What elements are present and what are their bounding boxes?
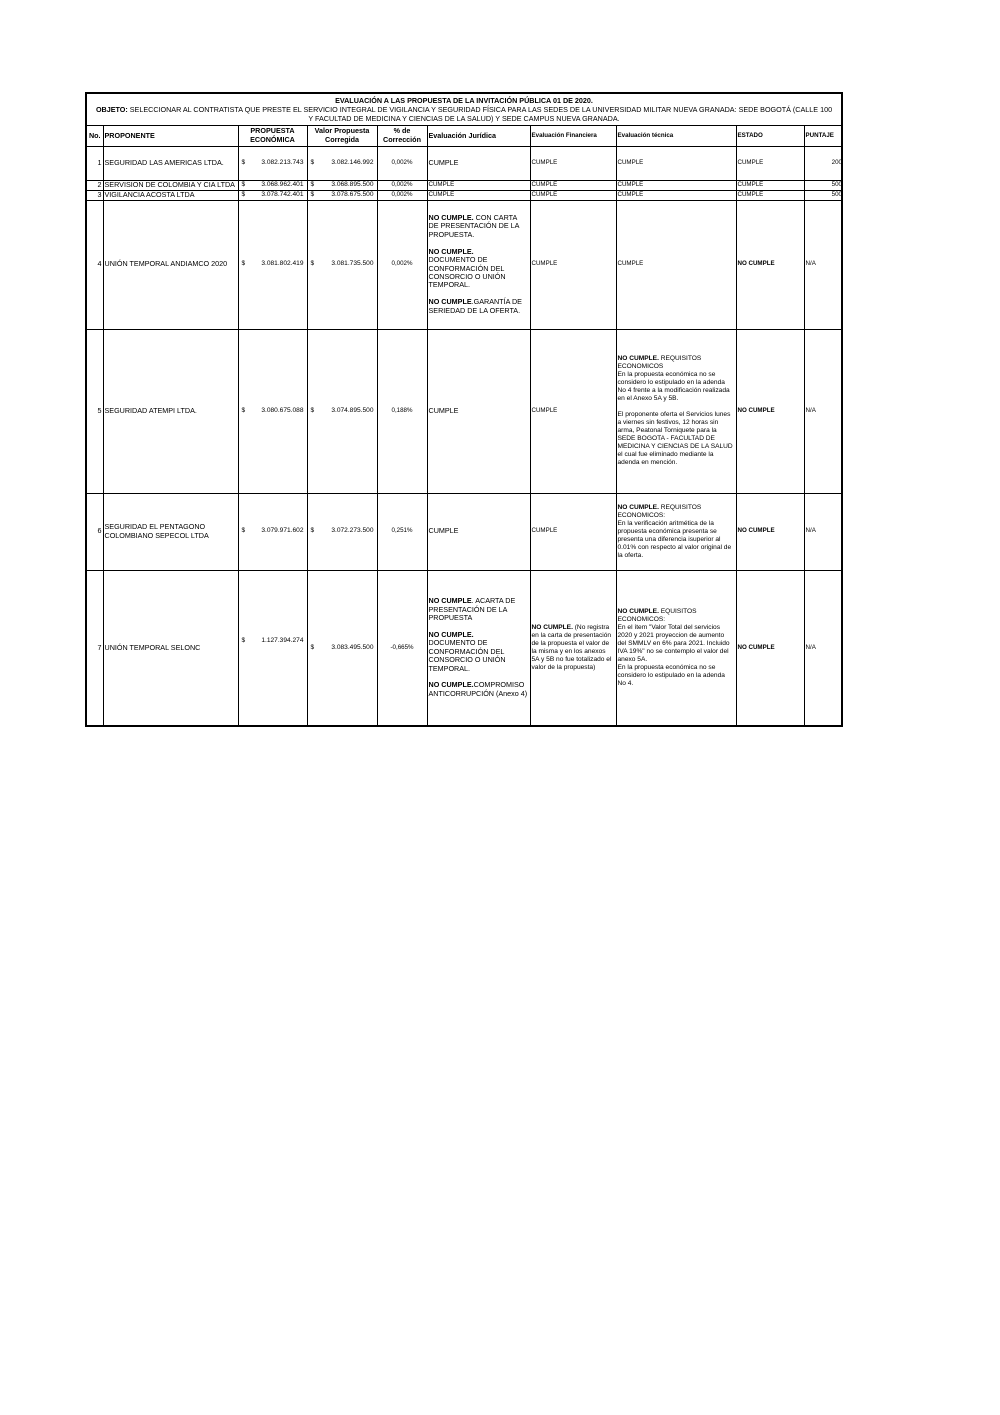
amount: 3.082.146.992 [331, 158, 374, 166]
currency-symbol: $ [241, 180, 246, 188]
money-value [240, 191, 306, 199]
cell-correccion: -0,665% [377, 570, 427, 725]
amount: 3.074.895.500 [331, 406, 374, 414]
money-value [309, 407, 376, 415]
cell-estado: CUMPLE [736, 180, 804, 190]
money-value [309, 260, 376, 268]
sheet-title: EVALUACIÓN A LAS PROPUESTA DE LA INVITACIÓN PÚBLICA 01 DE 2020. [335, 96, 593, 105]
bold-text: NO CUMPLE. [428, 680, 474, 690]
cell-juridica [427, 329, 530, 493]
cell-tecnica [616, 329, 736, 493]
cell-tecnica: CUMPLE [616, 190, 736, 200]
cell-propuesta [238, 146, 307, 180]
table-row [87, 329, 843, 493]
currency-symbol: $ [241, 527, 246, 535]
col-propuesta: PROPUESTA ECONÓMICA [238, 126, 307, 146]
text: REQUISITOS ECONOMICOS: En la verificación aritmética de la propuesta económica presenta se presenta una diferencia isuperior al 0.01% con respecto al valor original de la oferta. [617, 503, 732, 559]
money-value [240, 407, 306, 415]
amount: 3.081.802.419 [261, 260, 304, 268]
bold-text: NO CUMPLE. [428, 629, 474, 639]
currency-symbol: $ [310, 406, 315, 414]
cell-correccion: 0,002% [377, 180, 427, 190]
text: CUMPLE [428, 157, 459, 167]
cell-financiera: CUMPLE [530, 200, 616, 329]
cell-no: 3 [87, 190, 103, 200]
cell-corregida [307, 190, 377, 200]
bold-text: NO CUMPLE. [531, 623, 573, 631]
cell-no: 7 [87, 570, 103, 725]
cell-puntaje: 500 [804, 180, 843, 190]
cell-correccion: 0,002% [377, 146, 427, 180]
cell-estado: NO CUMPLE [736, 329, 804, 493]
text: EQUISITOS ECONOMICOS: En el ítem "Valor Total del servicios 2020 y 2021 proyeccion de aumento del SMMLV en 6% para 2021. Incluido IVA 19%" no se contemplo el valor del anexo 5A. En la propuesta económica no se considero lo estipulado en la adenda No 4. [617, 607, 730, 687]
cell-proponente: SEGURIDAD LAS AMERICAS LTDA. [103, 146, 238, 180]
currency-symbol: $ [310, 260, 315, 268]
text: DOCUMENTO DE CONFORMACIÓN DEL CONSORCIO O UNIÓN TEMPORAL. [428, 638, 506, 673]
bold-text: NO CUMPLE. [428, 246, 474, 256]
table-row [87, 200, 843, 329]
cell-juridica [427, 493, 530, 570]
text: (No registra en la carta de presentación de la propuesta el valor de la misma y en los anexos 5A y 5B no fue totalizado el valor de la propuesta) [531, 623, 612, 671]
col-puntaje: PUNTAJE [804, 126, 843, 146]
currency-symbol: $ [241, 406, 246, 414]
cell-correccion: 0,002% [377, 190, 427, 200]
col-corregida: Valor Propuesta Corregida [307, 126, 377, 146]
table-row [87, 146, 843, 180]
text: CUMPLE [428, 526, 459, 536]
text: DOCUMENTO DE CONFORMACIÓN DEL CONSORCIO O UNIÓN TEMPORAL. [428, 255, 506, 290]
cell-correccion: 0,188% [377, 329, 427, 493]
cell-financiera: CUMPLE [530, 180, 616, 190]
table-row [87, 493, 843, 570]
cell-juridica [427, 146, 530, 180]
currency-symbol: $ [310, 527, 315, 535]
amount: 3.078.675.500 [331, 190, 374, 198]
bold-text: NO CUMPLE. [617, 355, 659, 362]
cell-propuesta [238, 190, 307, 200]
text: CUMPLE [428, 190, 455, 198]
cell-corregida [307, 570, 377, 725]
currency-symbol: $ [310, 190, 315, 198]
cell-no: 4 [87, 200, 103, 329]
cell-puntaje: 500 [804, 190, 843, 200]
cell-financiera: CUMPLE [530, 146, 616, 180]
amount: 3.083.495.500 [331, 643, 374, 651]
money-value [240, 637, 306, 645]
cell-estado: CUMPLE [736, 146, 804, 180]
cell-no: 1 [87, 146, 103, 180]
col-correccion: % de Corrección [377, 126, 427, 146]
col-proponente: PROPONENTE [103, 126, 238, 146]
text: .GARANTÍA DE SERIEDAD DE LA OFERTA. [428, 297, 522, 315]
col-no: No. [87, 126, 103, 146]
money-value [309, 159, 376, 167]
cell-proponente: UNIÓN TEMPORAL ANDIAMCO 2020 [103, 200, 238, 329]
cell-proponente: UNIÓN TEMPORAL SELONC [103, 570, 238, 725]
text: CUMPLE [428, 180, 455, 188]
cell-estado: NO CUMPLE [736, 200, 804, 329]
cell-proponente: SERVISION DE COLOMBIA Y CIA LTDA [103, 180, 238, 190]
evaluation-sheet [85, 92, 843, 727]
cell-tecnica [616, 493, 736, 570]
amount: 3.078.742.401 [261, 190, 304, 198]
cell-puntaje: N/A [804, 200, 843, 329]
currency-symbol: $ [241, 158, 246, 166]
money-value [240, 260, 306, 268]
amount: 3.068.962.401 [261, 180, 304, 188]
amount: 3.082.213.743 [261, 158, 304, 166]
text: REQUISITOS ECONOMICOS En la propuesta económica no se considero lo estipulado en la adenda No 4 frente a la modificación realizada en el Anexo 5A y 5B. El proponente oferta el Servicios lunes a viernes sin festivos, 12 horas sin arma, Peatonal Torniquete para la SEDE BOGOTA - FACULTAD DE MEDICINA Y CIENCIAS DE LA SALUD el cual fue eliminado mediante la adenda en mención. [617, 355, 733, 466]
bold-text: NO CUMPLE. [617, 503, 659, 511]
cell-propuesta [238, 180, 307, 190]
cell-no: 6 [87, 493, 103, 570]
table-row [87, 190, 843, 200]
cell-estado: NO CUMPLE [736, 570, 804, 725]
cell-propuesta [238, 200, 307, 329]
cell-juridica [427, 200, 530, 329]
amount: 3.079.971.602 [261, 527, 304, 535]
cell-correccion: 0,251% [377, 493, 427, 570]
cell-tecnica: CUMPLE [616, 200, 736, 329]
col-tecnica: Evaluación técnica [616, 126, 736, 146]
currency-symbol: $ [241, 260, 246, 268]
cell-tecnica [616, 570, 736, 725]
objeto-label: OBJETO: [95, 105, 128, 114]
cell-propuesta [238, 570, 307, 725]
text: . ACARTA DE PRESENTACIÓN DE LA PROPUESTA [428, 596, 516, 623]
table-body [87, 146, 843, 725]
currency-symbol: $ [310, 158, 315, 166]
cell-propuesta [238, 329, 307, 493]
cell-financiera [530, 570, 616, 725]
cell-proponente: SEGURIDAD ATEMPI LTDA. [103, 329, 238, 493]
cell-puntaje: 200 [804, 146, 843, 180]
cell-puntaje: N/A [804, 329, 843, 493]
cell-proponente: VIGILANCIA ACOSTA LTDA [103, 190, 238, 200]
table-row [87, 570, 843, 725]
cell-no: 5 [87, 329, 103, 493]
cell-corregida [307, 180, 377, 190]
amount: 3.081.735.500 [331, 260, 374, 268]
cell-corregida [307, 200, 377, 329]
cell-estado: CUMPLE [736, 190, 804, 200]
col-financiera: Evaluación Financiera [530, 126, 616, 146]
text: CON CARTA DE PRESENTACIÓN DE LA PROPUESTA. [428, 213, 520, 239]
cell-juridica [427, 180, 530, 190]
cell-financiera: CUMPLE [530, 190, 616, 200]
cell-puntaje: N/A [804, 493, 843, 570]
amount: 3.072.273.500 [331, 527, 374, 535]
money-value [240, 159, 306, 167]
bold-text: NO CUMPLE. [617, 607, 659, 615]
money-value [309, 644, 376, 652]
cell-corregida [307, 493, 377, 570]
sheet-header [87, 94, 841, 126]
header-row [87, 126, 843, 146]
money-value [309, 191, 376, 199]
currency-symbol: $ [241, 190, 246, 198]
text: CUMPLE [428, 405, 459, 415]
cell-proponente: SEGURIDAD EL PENTAGONO COLOMBIANO SEPECOL LTDA [103, 493, 238, 570]
cell-financiera: CUMPLE [530, 329, 616, 493]
sheet-objeto [93, 105, 835, 123]
money-value [240, 527, 306, 535]
bold-text: NO CUMPLE [428, 297, 472, 307]
cell-tecnica: CUMPLE [616, 146, 736, 180]
cell-financiera: CUMPLE [530, 493, 616, 570]
cell-corregida [307, 146, 377, 180]
bold-text: NO CUMPLE [428, 596, 472, 606]
evaluation-table [87, 126, 843, 725]
money-value [240, 181, 306, 189]
amount: 1.127.394.274 [261, 636, 304, 644]
cell-tecnica: CUMPLE [616, 180, 736, 190]
bold-text: NO CUMPLE. [428, 213, 474, 223]
amount: 3.080.675.088 [261, 406, 304, 414]
text: COMPROMISO ANTICORRUPCIÓN (Anexo 4) [428, 680, 528, 698]
objeto-text: SELECCIONAR AL CONTRATISTA QUE PRESTE EL SERVICIO INTEGRAL DE VIGILANCIA Y SEGURIDAD FÍSICA PARA LAS SEDES DE LA UNIVERSIDAD MILITAR NUEVA GRANADA: SEDE BOGOTÁ (CALLE 100 Y FACULTAD DE MEDICINA Y CIENCIAS DE LA SALUD) Y SEDE CAMPUS NUEVA GRANADA. [127, 105, 833, 123]
amount: 3.068.895.500 [331, 180, 374, 188]
currency-symbol: $ [310, 180, 315, 188]
cell-estado: NO CUMPLE [736, 493, 804, 570]
cell-puntaje: N/A [804, 570, 843, 725]
cell-juridica [427, 190, 530, 200]
cell-propuesta [238, 493, 307, 570]
cell-juridica [427, 570, 530, 725]
col-estado: ESTADO [736, 126, 804, 146]
cell-corregida [307, 329, 377, 493]
table-row [87, 180, 843, 190]
currency-symbol: $ [241, 636, 246, 644]
cell-correccion: 0,002% [377, 200, 427, 329]
cell-no: 2 [87, 180, 103, 190]
col-juridica: Evaluación Jurídica [427, 126, 530, 146]
money-value [309, 181, 376, 189]
currency-symbol: $ [310, 643, 315, 651]
money-value [309, 527, 376, 535]
